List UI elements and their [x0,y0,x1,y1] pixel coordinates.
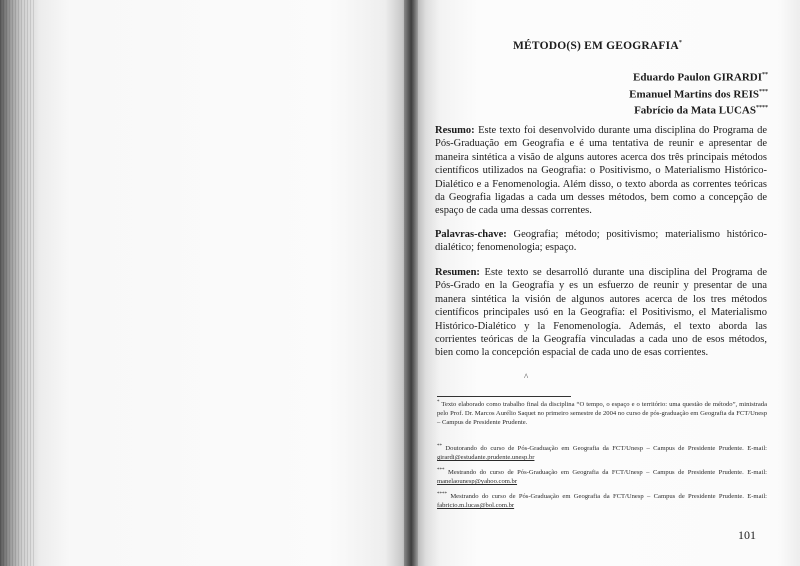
author-3: Fabrício da Mata LUCAS**** [634,104,768,117]
footnote-4: **** Mestrando do curso de Pós-Graduação em Geografia da FCT/Unesp – Campus de Presidente Prudente. E-mail: fabricio.m.lucas@bol.com.br [437,492,767,510]
article-title: MÉTODO(S) EM GEOGRAFIA* [513,40,683,52]
email-link[interactable]: manelaounesp@yahoo.com.br [437,478,518,486]
abstract-text: Este texto foi desenvolvido durante uma disciplina do Programa de Pós-Graduação em Geografia e é uma tentativa de reunir e apresentar de maneira sintética a visão de alguns autores acerca dos três principais métodos científicos utilizados na Geografia: o Positivismo, o Materialismo Histórico-Dialético e a Fenomenologia. Além disso, o texto aborda as correntes teóricas da Geografia ligadas a cada um desses métodos, bem como a concepção de espaço de cada uma dessas correntes. [435,125,767,217]
footnote-2: ** Doutorando do curso de Pós-Graduação em Geografia da FCT/Unesp – Campus de Presidente Prudente. E-mail: girardi@estudante.prudente.unesp.br [437,444,767,462]
author-list [629,68,768,118]
footnote-3: *** Mestrando do curso de Pós-Graduação em Geografia da FCT/Unesp – Campus de Presidente Prudente. E-mail: manelaounesp@yahoo.com.br [437,468,767,486]
email-link[interactable]: girardi@estudante.prudente.unesp.br [437,454,535,462]
abstract-spanish [435,266,767,360]
abstract-label: Resumo: [435,125,475,136]
keywords-text: Geografia; método; positivismo; materialismo histórico-dialético; fenomenologia; espaço. [435,229,767,254]
right-page [418,0,800,566]
keywords-label: Palavras-chave: [435,229,507,240]
page-stack-edge [0,0,34,566]
footnote-1: * Texto elaborado como trabalho final da disciplina “O tempo, o espaço e o território: uma questão de método”, ministrada pelo Prof. Dr. Marcos Aurélio Saquet no primeiro semestre de 2004 no curso de pós-graduação em Geografia da FCT/Unesp – Campus de Presidente Prudente. [437,400,768,427]
author-2: Emanuel Martins dos REIS*** [629,88,768,101]
abstract-portuguese [435,124,767,218]
email-link[interactable]: fabricio.m.lucas@bol.com.br [437,502,515,510]
keywords [435,228,767,255]
author-1: Eduardo Paulon GIRARDI** [633,71,768,84]
page-number: 101 [738,528,756,542]
footnote-rule [437,396,571,397]
stray-mark: ^ [524,372,529,382]
resumen-text: Este texto se desarrolló durante una disciplina del Programa de Pós-Grado en la Geografía y es un esfuerzo de reunir y presentar de una manera sintética la visión de algunos autores acerca de los tres métodos científicos principales usó en la Geografía: el Positivismo, el Materialismo Histórico-Dialético y la Fenomenología. Además, el texto aborda las corrientes teóricas de la Geografía vinculadas a cada uno de esos métodos, bien como la concepción espacial de cada uno de esas corrientes. [435,267,767,359]
resumen-label: Resumen: [435,267,480,278]
